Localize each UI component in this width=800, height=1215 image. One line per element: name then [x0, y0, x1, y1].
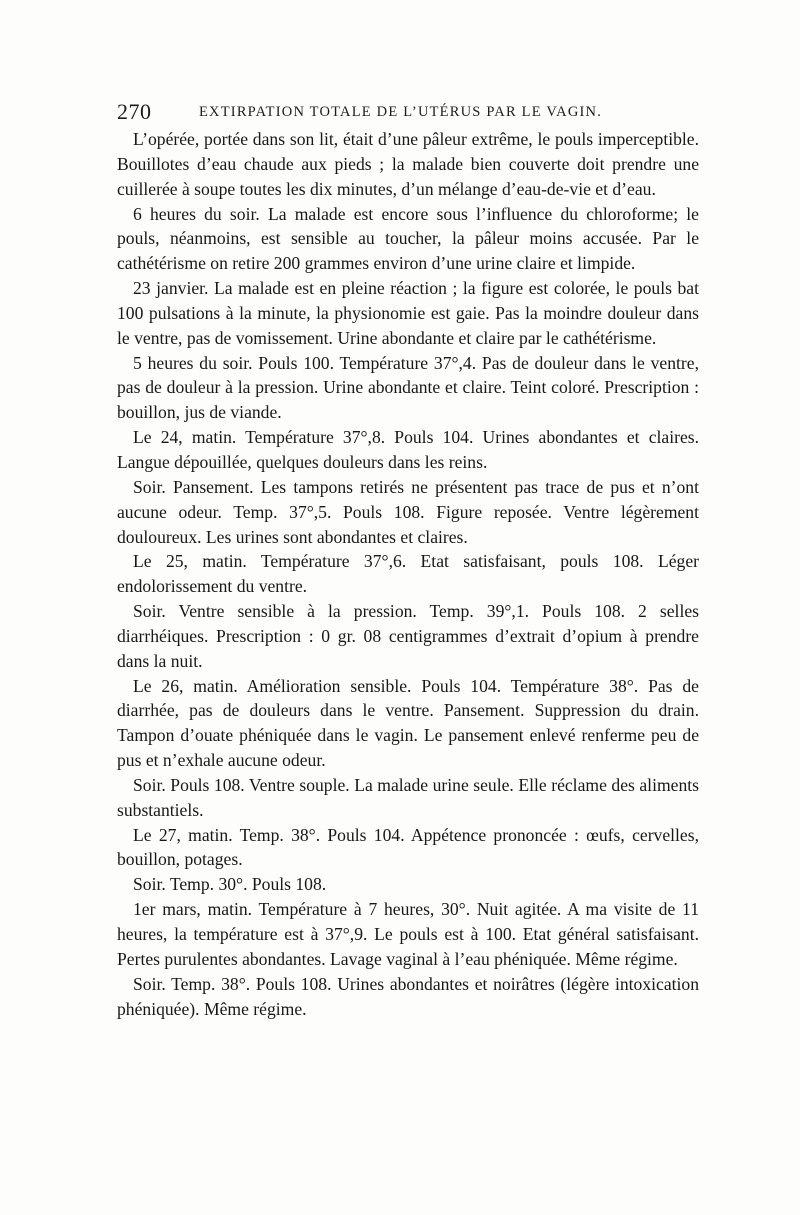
paragraph: 5 heures du soir. Pouls 100. Température 37°,4. Pas de douleur dans le ventre, pas de douleur à la pression. Urine abondante et claire. Teint coloré. Prescription : bouillon, jus de viande. [117, 352, 699, 423]
paragraph: 23 janvier. La malade est en pleine réaction ; la figure est colorée, le pouls bat 100 pulsations à la minute, la physionomie est gaie. Pas la moindre douleur dans le ventre, pas de vomissement. Urine abondante et claire par le cathétérisme. [117, 278, 699, 348]
paragraph: L’opérée, portée dans son lit, était d’une pâleur extrême, le pouls imperceptible. Bouillotes d’eau chaude aux pieds ; la malade bien couverte doit prendre une cuillerée à soupe toutes les dix minutes, d’un mélange d’eau-de-vie et d’eau. [117, 129, 699, 199]
paragraph: 1er mars, matin. Température à 7 heures, 30°. Nuit agitée. A ma visite de 11 heures, la température est à 37°,9. Le pouls est à 100. Etat général satisfaisant. Pertes purulentes abondantes. Lavage vaginal à l’eau phéniquée. Même régime. [117, 899, 699, 969]
paragraph: Le 27, matin. Temp. 38°. Pouls 104. Appétence prononcée : œufs, cervelles, bouillon, potages. [117, 824, 699, 870]
paragraph: Le 24, matin. Température 37°,8. Pouls 104. Urines abondantes et claires. Langue dépouillée, quelques douleurs dans les reins. [117, 427, 699, 472]
paragraph: Soir. Temp. 38°. Pouls 108. Urines abondantes et noirâtres (légère intoxication phéniquée). Même régime. [117, 973, 699, 1019]
running-title: EXTIRPATION TOTALE DE L’UTÉRUS PAR LE VAGIN. [199, 104, 603, 120]
page-header [117, 99, 697, 129]
body-text [117, 127, 699, 1021]
paragraph: Soir. Pansement. Les tampons retirés ne présentent pas trace de pus et n’ont aucune odeur. Temp. 37°,5. Pouls 108. Figure reposée. Ventre légèrement douloureux. Les urines sont abondantes et claires. [117, 476, 699, 547]
paragraph: Soir. Temp. 30°. Pouls 108. [133, 874, 327, 895]
page-number: 270 [117, 99, 152, 124]
paragraph: Le 26, matin. Amélioration sensible. Pouls 104. Température 38°. Pas de diarrhée, pas de douleurs dans le ventre. Pansement. Suppression du drain. Tampon d’ouate phéniquée dans le vagin. Le pansement enlevé renferme peu de pus et n’exhale aucune odeur. [117, 675, 699, 771]
paragraph: Le 25, matin. Température 37°,6. Etat satisfaisant, pouls 108. Léger endolorissement du ventre. [117, 551, 699, 597]
paragraph: Soir. Pouls 108. Ventre souple. La malade urine seule. Elle réclame des aliments substantiels. [117, 774, 699, 820]
paragraph: Soir. Ventre sensible à la pression. Temp. 39°,1. Pouls 108. 2 selles diarrhéiques. Prescription : 0 gr. 08 centigrammes d’extrait d’opium à prendre dans la nuit. [117, 601, 699, 671]
paragraph: 6 heures du soir. La malade est encore sous l’influence du chloroforme; le pouls, néanmoins, est sensible au toucher, la pâleur moins accusée. Par le cathétérisme on retire 200 grammes environ d’une urine claire et limpide. [117, 203, 699, 274]
